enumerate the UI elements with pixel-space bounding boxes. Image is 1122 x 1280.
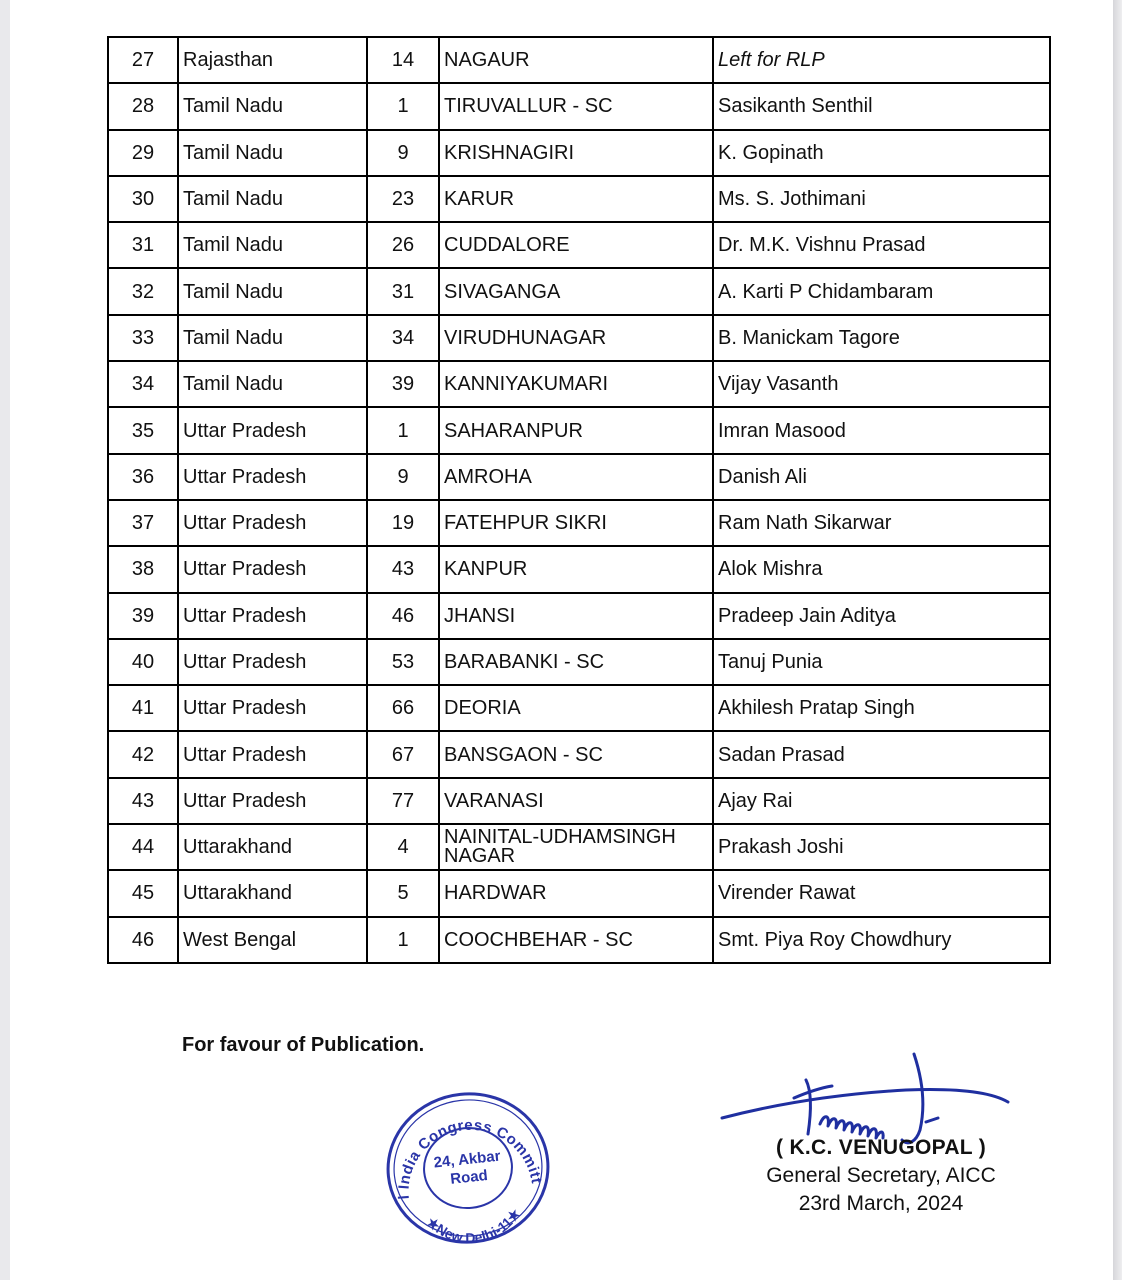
- pc-number-cell: 14: [367, 37, 439, 83]
- pc-number-cell: 34: [367, 315, 439, 361]
- candidate-cell: Tanuj Punia: [713, 639, 1050, 685]
- constituency-cell: JHANSI: [439, 593, 713, 639]
- table-row: [108, 870, 1050, 916]
- aicc-seal-stamp: [382, 1088, 554, 1248]
- candidate-cell: Ms. S. Jothimani: [713, 176, 1050, 222]
- pc-number-cell: 9: [367, 130, 439, 176]
- candidate-cell: Ram Nath Sikarwar: [713, 500, 1050, 546]
- state-cell: Uttar Pradesh: [178, 500, 367, 546]
- candidate-cell: Vijay Vasanth: [713, 361, 1050, 407]
- serial-number-cell: 39: [108, 593, 178, 639]
- serial-number-cell: 31: [108, 222, 178, 268]
- serial-number-cell: 36: [108, 454, 178, 500]
- constituency-cell: CUDDALORE: [439, 222, 713, 268]
- table-row: [108, 37, 1050, 83]
- table-row: [108, 639, 1050, 685]
- state-cell: Uttar Pradesh: [178, 546, 367, 592]
- svg-text:★New Delhi-11★: ★New Delhi-11★: [423, 1205, 524, 1246]
- table-row: [108, 130, 1050, 176]
- pc-number-cell: 4: [367, 824, 439, 870]
- candidate-cell: Danish Ali: [713, 454, 1050, 500]
- pc-number-cell: 46: [367, 593, 439, 639]
- candidate-cell: B. Manickam Tagore: [713, 315, 1050, 361]
- pc-number-cell: 9: [367, 454, 439, 500]
- table-row: [108, 222, 1050, 268]
- pc-number-cell: 43: [367, 546, 439, 592]
- serial-number-cell: 43: [108, 778, 178, 824]
- pc-number-cell: 23: [367, 176, 439, 222]
- publication-note: For favour of Publication.: [182, 1034, 425, 1056]
- state-cell: Tamil Nadu: [178, 222, 367, 268]
- state-cell: Uttar Pradesh: [178, 639, 367, 685]
- constituency-cell: TIRUVALLUR - SC: [439, 83, 713, 129]
- pc-number-cell: 5: [367, 870, 439, 916]
- constituency-cell: KANNIYAKUMARI: [439, 361, 713, 407]
- state-cell: Uttar Pradesh: [178, 454, 367, 500]
- pc-number-cell: 1: [367, 83, 439, 129]
- constituency-cell: FATEHPUR SIKRI: [439, 500, 713, 546]
- svg-text:Road: Road: [449, 1167, 489, 1188]
- candidate-cell: Prakash Joshi: [713, 824, 1050, 870]
- serial-number-cell: 28: [108, 83, 178, 129]
- state-cell: Uttarakhand: [178, 870, 367, 916]
- state-cell: Tamil Nadu: [178, 130, 367, 176]
- pc-number-cell: 19: [367, 500, 439, 546]
- serial-number-cell: 45: [108, 870, 178, 916]
- table-row: [108, 500, 1050, 546]
- serial-number-cell: 37: [108, 500, 178, 546]
- serial-number-cell: 34: [108, 361, 178, 407]
- serial-number-cell: 33: [108, 315, 178, 361]
- state-cell: Uttarakhand: [178, 824, 367, 870]
- state-cell: West Bengal: [178, 917, 367, 963]
- serial-number-cell: 29: [108, 130, 178, 176]
- table-row: [108, 268, 1050, 314]
- table-row: [108, 593, 1050, 639]
- serial-number-cell: 41: [108, 685, 178, 731]
- state-cell: Tamil Nadu: [178, 315, 367, 361]
- constituency-cell: KARUR: [439, 176, 713, 222]
- state-cell: Tamil Nadu: [178, 361, 367, 407]
- constituency-cell: NAINITAL-UDHAMSINGH NAGAR: [439, 824, 713, 870]
- candidate-table: [107, 36, 1051, 964]
- serial-number-cell: 30: [108, 176, 178, 222]
- serial-number-cell: 38: [108, 546, 178, 592]
- candidate-cell: Sasikanth Senthil: [713, 83, 1050, 129]
- candidate-cell: K. Gopinath: [713, 130, 1050, 176]
- document-page: [10, 0, 1113, 1280]
- signatory-block: [710, 1136, 1052, 1216]
- table-row: [108, 546, 1050, 592]
- candidate-cell: Akhilesh Pratap Singh: [713, 685, 1050, 731]
- serial-number-cell: 27: [108, 37, 178, 83]
- constituency-cell: VIRUDHUNAGAR: [439, 315, 713, 361]
- pc-number-cell: 39: [367, 361, 439, 407]
- serial-number-cell: 35: [108, 407, 178, 453]
- table-row: [108, 824, 1050, 870]
- candidate-cell: Ajay Rai: [713, 778, 1050, 824]
- candidate-cell: Dr. M.K. Vishnu Prasad: [713, 222, 1050, 268]
- candidate-cell: Alok Mishra: [713, 546, 1050, 592]
- state-cell: Tamil Nadu: [178, 176, 367, 222]
- constituency-cell: HARDWAR: [439, 870, 713, 916]
- pc-number-cell: 53: [367, 639, 439, 685]
- state-cell: Uttar Pradesh: [178, 593, 367, 639]
- table-row: [108, 361, 1050, 407]
- constituency-cell: SAHARANPUR: [439, 407, 713, 453]
- constituency-cell: SIVAGANGA: [439, 268, 713, 314]
- serial-number-cell: 42: [108, 731, 178, 777]
- serial-number-cell: 40: [108, 639, 178, 685]
- state-cell: Uttar Pradesh: [178, 731, 367, 777]
- pc-number-cell: 1: [367, 407, 439, 453]
- candidate-cell: Sadan Prasad: [713, 731, 1050, 777]
- pc-number-cell: 31: [367, 268, 439, 314]
- state-cell: Tamil Nadu: [178, 83, 367, 129]
- constituency-cell: BARABANKI - SC: [439, 639, 713, 685]
- candidate-cell: A. Karti P Chidambaram: [713, 268, 1050, 314]
- signatory-designation: General Secretary, AICC: [766, 1164, 996, 1187]
- svg-text:All India Congress Committee: All India Congress Committee: [395, 1116, 545, 1200]
- serial-number-cell: 32: [108, 268, 178, 314]
- signatory-name: ( K.C. VENUGOPAL ): [776, 1136, 986, 1159]
- candidate-cell: Virender Rawat: [713, 870, 1050, 916]
- state-cell: Uttar Pradesh: [178, 407, 367, 453]
- table-row: [108, 176, 1050, 222]
- constituency-cell: DEORIA: [439, 685, 713, 731]
- state-cell: Rajasthan: [178, 37, 367, 83]
- pc-number-cell: 67: [367, 731, 439, 777]
- pc-number-cell: 66: [367, 685, 439, 731]
- constituency-cell: NAGAUR: [439, 37, 713, 83]
- candidate-table-body: [108, 37, 1050, 963]
- serial-number-cell: 46: [108, 917, 178, 963]
- state-cell: Uttar Pradesh: [178, 685, 367, 731]
- table-row: [108, 731, 1050, 777]
- candidate-cell: Left for RLP: [713, 37, 1050, 83]
- table-row: [108, 778, 1050, 824]
- page-edge-shadow: [1113, 0, 1122, 1280]
- pc-number-cell: 77: [367, 778, 439, 824]
- constituency-cell: KRISHNAGIRI: [439, 130, 713, 176]
- state-cell: Tamil Nadu: [178, 268, 367, 314]
- serial-number-cell: 44: [108, 824, 178, 870]
- candidate-cell: Smt. Piya Roy Chowdhury: [713, 917, 1050, 963]
- table-row: [108, 315, 1050, 361]
- table-row: [108, 685, 1050, 731]
- candidate-cell: Pradeep Jain Aditya: [713, 593, 1050, 639]
- constituency-cell: AMROHA: [439, 454, 713, 500]
- constituency-cell: BANSGAON - SC: [439, 731, 713, 777]
- constituency-cell: KANPUR: [439, 546, 713, 592]
- table-row: [108, 83, 1050, 129]
- table-row: [108, 407, 1050, 453]
- pc-number-cell: 26: [367, 222, 439, 268]
- constituency-cell: COOCHBEHAR - SC: [439, 917, 713, 963]
- candidate-cell: Imran Masood: [713, 407, 1050, 453]
- pc-number-cell: 1: [367, 917, 439, 963]
- state-cell: Uttar Pradesh: [178, 778, 367, 824]
- table-row: [108, 917, 1050, 963]
- svg-text:24, Akbar: 24, Akbar: [432, 1147, 502, 1172]
- constituency-cell: VARANASI: [439, 778, 713, 824]
- table-row: [108, 454, 1050, 500]
- document-date: 23rd March, 2024: [798, 1192, 964, 1215]
